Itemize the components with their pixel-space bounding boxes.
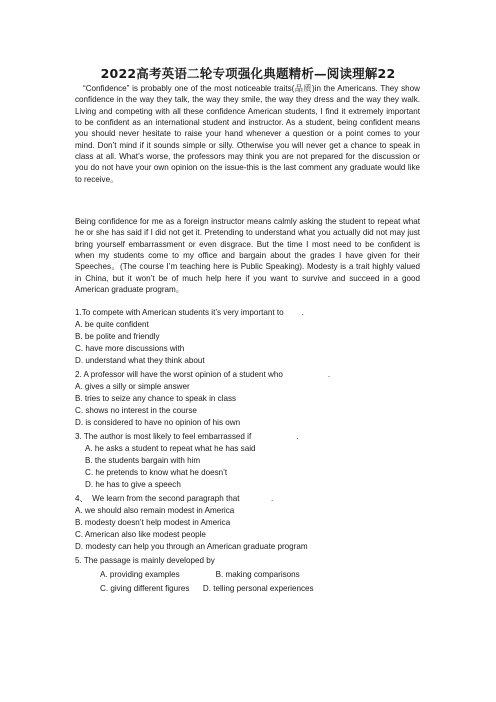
q2-option-a: A. gives a silly or simple answer: [75, 382, 190, 391]
q3-option-b: B. the students bargain with him: [85, 456, 201, 465]
q2-option-d: D. is considered to have no opinion of his own: [75, 418, 241, 427]
paragraph-2: Being confidence for me as a foreign instructor means calmly asking the student to repeat what he or she has said if I did not get it. Pretending to understand what you actually did not may just bring yourself embarrassment or even disgrace. But the time I most need to be confident is when my students come to my office and bargain about the grades I have given for their Speeches。(The course I’m teaching here is Public Speaking). Modesty is a trait highly valued in China, but it won’t be of much help here if you want to survive and succeed in a good American graduate program。: [75, 217, 420, 295]
question-2: 2. A professor will have the worst opinion of a student who .: [75, 370, 331, 379]
q3-option-c: C. he pretends to know what he doesn’t: [85, 468, 228, 477]
question-3: 3. The author is most likely to feel embarrassed if .: [75, 432, 299, 441]
q1-option-c: C. have more discussions with: [75, 344, 185, 353]
q2-option-c: C. shows no interest in the course: [75, 406, 197, 415]
document-title: 2022高考英语二轮专项强化典题精析—阅读理解22: [100, 66, 396, 81]
q1-option-d: D. understand what they think about: [75, 356, 205, 365]
q5-options-a-b: A. providing examples B. making comparisons: [100, 570, 300, 579]
question-4: 4、 We learn from the second paragraph that .: [75, 494, 274, 503]
question-1: 1.To compete with American students it’s very important to .: [75, 308, 304, 317]
q3-option-d: D. he has to give a speech: [85, 480, 181, 489]
q2-option-b: B. tries to seize any chance to speak in class: [75, 394, 237, 403]
q4-option-a: A. we should also remain modest in America: [75, 506, 235, 515]
q4-option-d: D. modesty can help you through an American graduate program: [75, 542, 308, 551]
q4-option-c: C. American also like modest people: [75, 530, 206, 539]
question-5: 5. The passage is mainly developed by: [75, 556, 215, 565]
q1-option-a: A. be quite confident: [75, 320, 149, 329]
paragraph-1: “Confidence” is probably one of the most noticeable traits(品质)in the Americans. They show confidence in the way they talk, the way they smile, the way they dress and the way they walk. Living and competing with all these confidence American students, I find it extremely important to be confident as an international student and instructor. As a student, being confident means you should never hesitate to raise your hand whenever a question or a point comes to your mind. Don’t mind if it sounds simple or silly. Otherwise you will never get a chance to speak in class at all. What’s worse, the professors may think you are not prepared for the discussion or you do not have your own opinion on the issue-this is the last comment any graduate would like to receive。: [75, 84, 420, 184]
q3-option-a: A. he asks a student to repeat what he has said: [85, 444, 256, 453]
q5-options-c-d: C. giving different figures D. telling personal experiences: [100, 584, 314, 593]
q4-option-b: B. modesty doesn’t help modest in America: [75, 518, 231, 527]
q1-option-b: B. be polite and friendly: [75, 332, 160, 341]
